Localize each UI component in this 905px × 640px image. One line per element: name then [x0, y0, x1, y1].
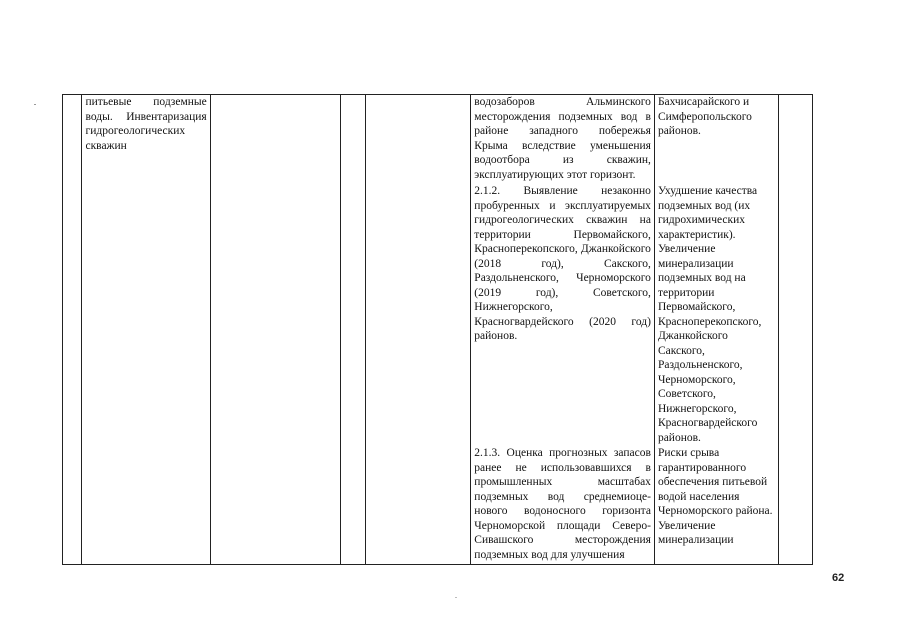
- cell-number: [63, 95, 82, 565]
- cell-empty: [779, 95, 813, 565]
- page-number: 62: [832, 572, 845, 584]
- cell-measures: [471, 95, 655, 565]
- program-table: [62, 94, 813, 565]
- table-row: [63, 95, 813, 565]
- measure-text: 2.1.2. Выявление незаконно пробуренных и эксплуатируемых гидрогеологических скважин на территории Первомайского, Красноперекопского, Джанкойского (2018 год), Сакского, Раздольненского, Черноморского (2019 год), Советского, Нижнегорского, Красногвардейского (2020 год) районов.: [474, 185, 651, 342]
- risk-text: Риски срыва гарантированного обеспечения питьевой водой населения Черноморского района. Увеличение минерализации: [657, 447, 773, 546]
- scan-mark: [34, 104, 36, 105]
- risk-text: Бахчисарайского и Симферопольского районов.: [657, 96, 752, 137]
- cell-empty: [341, 95, 366, 565]
- cell-risks: [654, 95, 778, 565]
- cell-empty: [210, 95, 340, 565]
- cell-empty: [365, 95, 471, 565]
- risk-text: Ухудшение качества подземных вод (их гидрохимических характеристик). Увеличение минерализации подземных вод на территории Первомайского, Красноперекопского, Джанкойского Сакского, Раздольненского, Черноморского, Советского, Нижнегорского, Красногвардейского районов.: [657, 185, 762, 444]
- cell-task: [82, 95, 210, 565]
- scan-mark: [455, 597, 457, 598]
- task-text: питьевые подземные воды. Инвентаризация гидрогеологических скважин: [85, 96, 207, 152]
- measure-text: 2.1.3. Оценка прогнозных запасов ранее не использовавшихся в промышленных масштабах подземных вод среднемиоце-нового водоносного горизонта Черноморской площади Северо-Сивашского месторождения подземных вод для улучшения: [474, 447, 651, 561]
- measure-text: водозаборов Альминского месторождения подземных вод в районе западного побережья Крыма вследствие уменьшения водоотбора из скважин, эксплуатирующих этот горизонт.: [474, 96, 651, 181]
